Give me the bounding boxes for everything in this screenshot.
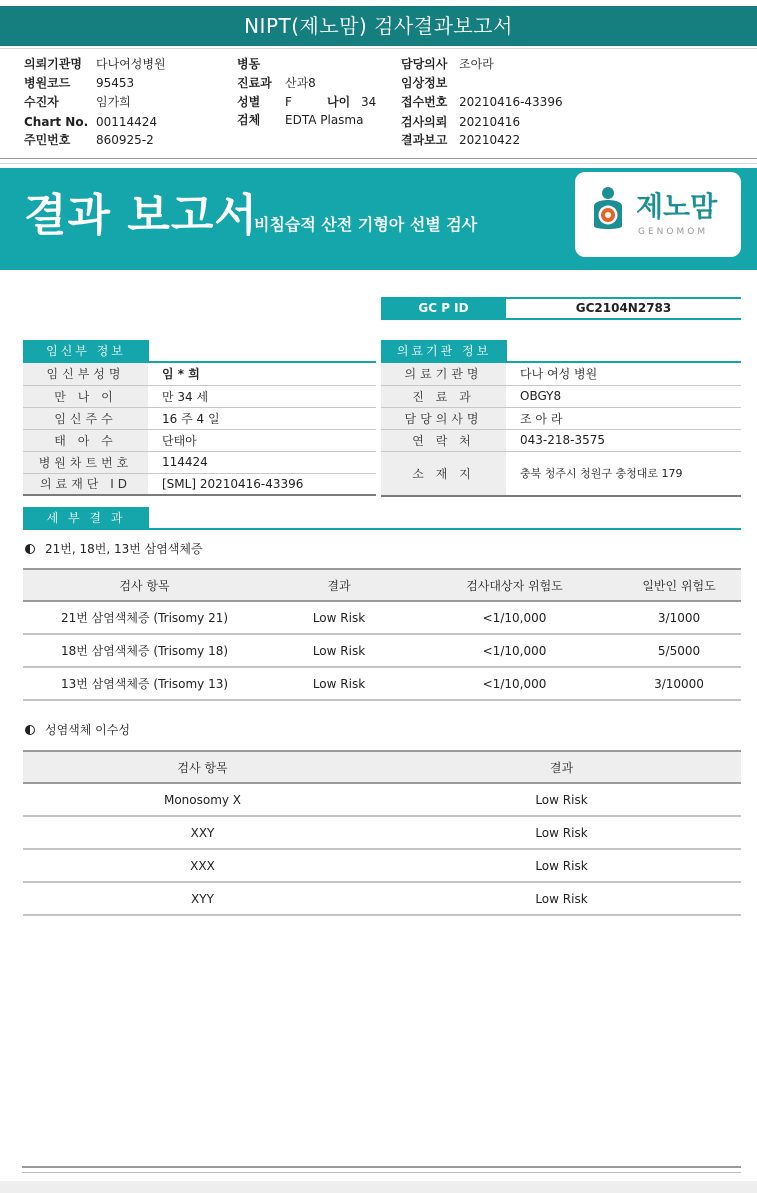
table-header-row: 검사 항목 결과 검사대상자 위험도 일반인 위험도 bbox=[23, 569, 741, 601]
divider bbox=[0, 158, 757, 159]
table-row: 21번 삼염색체증 (Trisomy 21) Low Risk <1/10,000 3/1000 bbox=[23, 601, 741, 634]
header-doctor: 담당의사 조아라 bbox=[401, 57, 494, 71]
half-circle-icon bbox=[25, 544, 35, 554]
table-row: 태 아 수 단태아 bbox=[23, 429, 376, 451]
institution-info-table bbox=[381, 363, 741, 497]
table-header-row: 검사 항목 결과 bbox=[23, 751, 741, 783]
sex-chromosome-results-table bbox=[23, 750, 741, 916]
institution-info-tab: 의료기관 정보 bbox=[381, 340, 507, 362]
banner-title: 결과 보고서 bbox=[24, 190, 258, 241]
table-row: XYY Low Risk bbox=[23, 882, 741, 915]
table-row: 13번 삼염색체증 (Trisomy 13) Low Risk <1/10,000 3/10000 bbox=[23, 667, 741, 700]
half-circle-icon bbox=[25, 725, 35, 735]
divider bbox=[0, 48, 757, 49]
table-row: 의료기관명 다나 여성 병원 bbox=[381, 363, 741, 385]
logo-subtext: GENOMOM bbox=[638, 227, 709, 237]
header-hospital-code: 병원코드 95453 bbox=[24, 76, 135, 90]
gcp-id-label: GC P ID bbox=[381, 297, 506, 320]
pregnant-info-tab: 임신부 정보 bbox=[23, 340, 149, 362]
header-ward: 병동 bbox=[237, 57, 261, 71]
page-bottom-strip bbox=[0, 1181, 757, 1193]
report-title: NIPT(제노맘) 검사결과보고서 bbox=[0, 6, 757, 46]
table-row: 진 료 과 OBGY8 bbox=[381, 385, 741, 407]
detail-results-tab: 세 부 결 과 bbox=[23, 507, 149, 529]
header-receipt-no: 접수번호 20210416-43396 bbox=[401, 95, 563, 109]
table-row: 임신부성명 임 * 희 bbox=[23, 363, 376, 385]
header-chart-no: Chart No. 00114424 bbox=[24, 115, 158, 129]
table-row: 담당의사명 조 아 라 bbox=[381, 407, 741, 429]
header-patient: 수진자 임가희 bbox=[24, 95, 131, 109]
header-department: 진료과 산과8 bbox=[237, 76, 316, 90]
header-request-date: 검사의뢰 20210416 bbox=[401, 115, 521, 129]
divider bbox=[0, 163, 757, 164]
header-resident-no: 주민번호 860925-2 bbox=[24, 133, 154, 147]
pregnant-info-table bbox=[23, 363, 376, 496]
table-row: 임신주수 16 주 4 일 bbox=[23, 407, 376, 429]
logo-name: 제노맘 bbox=[636, 190, 718, 223]
table-row: 연 락 처 043-218-3575 bbox=[381, 429, 741, 451]
header-institution: 의뢰기관명 다나여성병원 bbox=[24, 57, 166, 71]
header-report-date: 결과보고 20210422 bbox=[401, 133, 521, 147]
table-row: 의료재단 ID [SML] 20210416-43396 bbox=[23, 473, 376, 495]
table-row: 만 나 이 만 34 세 bbox=[23, 385, 376, 407]
trisomy-section-heading: 21번, 18번, 13번 삼염색체증 bbox=[25, 541, 203, 557]
genomom-logo-icon bbox=[586, 186, 630, 232]
table-row: 소 재 지 충북 청주시 청원구 충청대로 179 bbox=[381, 451, 741, 496]
table-row: Monosomy X Low Risk bbox=[23, 783, 741, 816]
footer-divider bbox=[22, 1166, 741, 1168]
header-clinical-info: 임상정보 bbox=[401, 76, 448, 90]
banner-subtitle: 비침습적 산전 기형아 선별 검사 bbox=[254, 215, 478, 234]
table-row: 18번 삼염색체증 (Trisomy 18) Low Risk <1/10,000 5/5000 bbox=[23, 634, 741, 667]
table-row: 병원차트번호 114424 bbox=[23, 451, 376, 473]
trisomy-results-table bbox=[23, 568, 741, 701]
footer-divider bbox=[22, 1172, 741, 1173]
gcp-id-value: GC2104N2783 bbox=[506, 297, 741, 320]
header-sex: 성별 F bbox=[237, 95, 292, 109]
header-age: 나이 34 bbox=[327, 95, 377, 109]
table-row: XXY Low Risk bbox=[23, 816, 741, 849]
header-specimen: 검체 EDTA Plasma bbox=[237, 113, 364, 127]
divider bbox=[23, 528, 741, 530]
sex-chromosome-section-heading: 성염색체 이수성 bbox=[25, 722, 130, 738]
table-row: XXX Low Risk bbox=[23, 849, 741, 882]
